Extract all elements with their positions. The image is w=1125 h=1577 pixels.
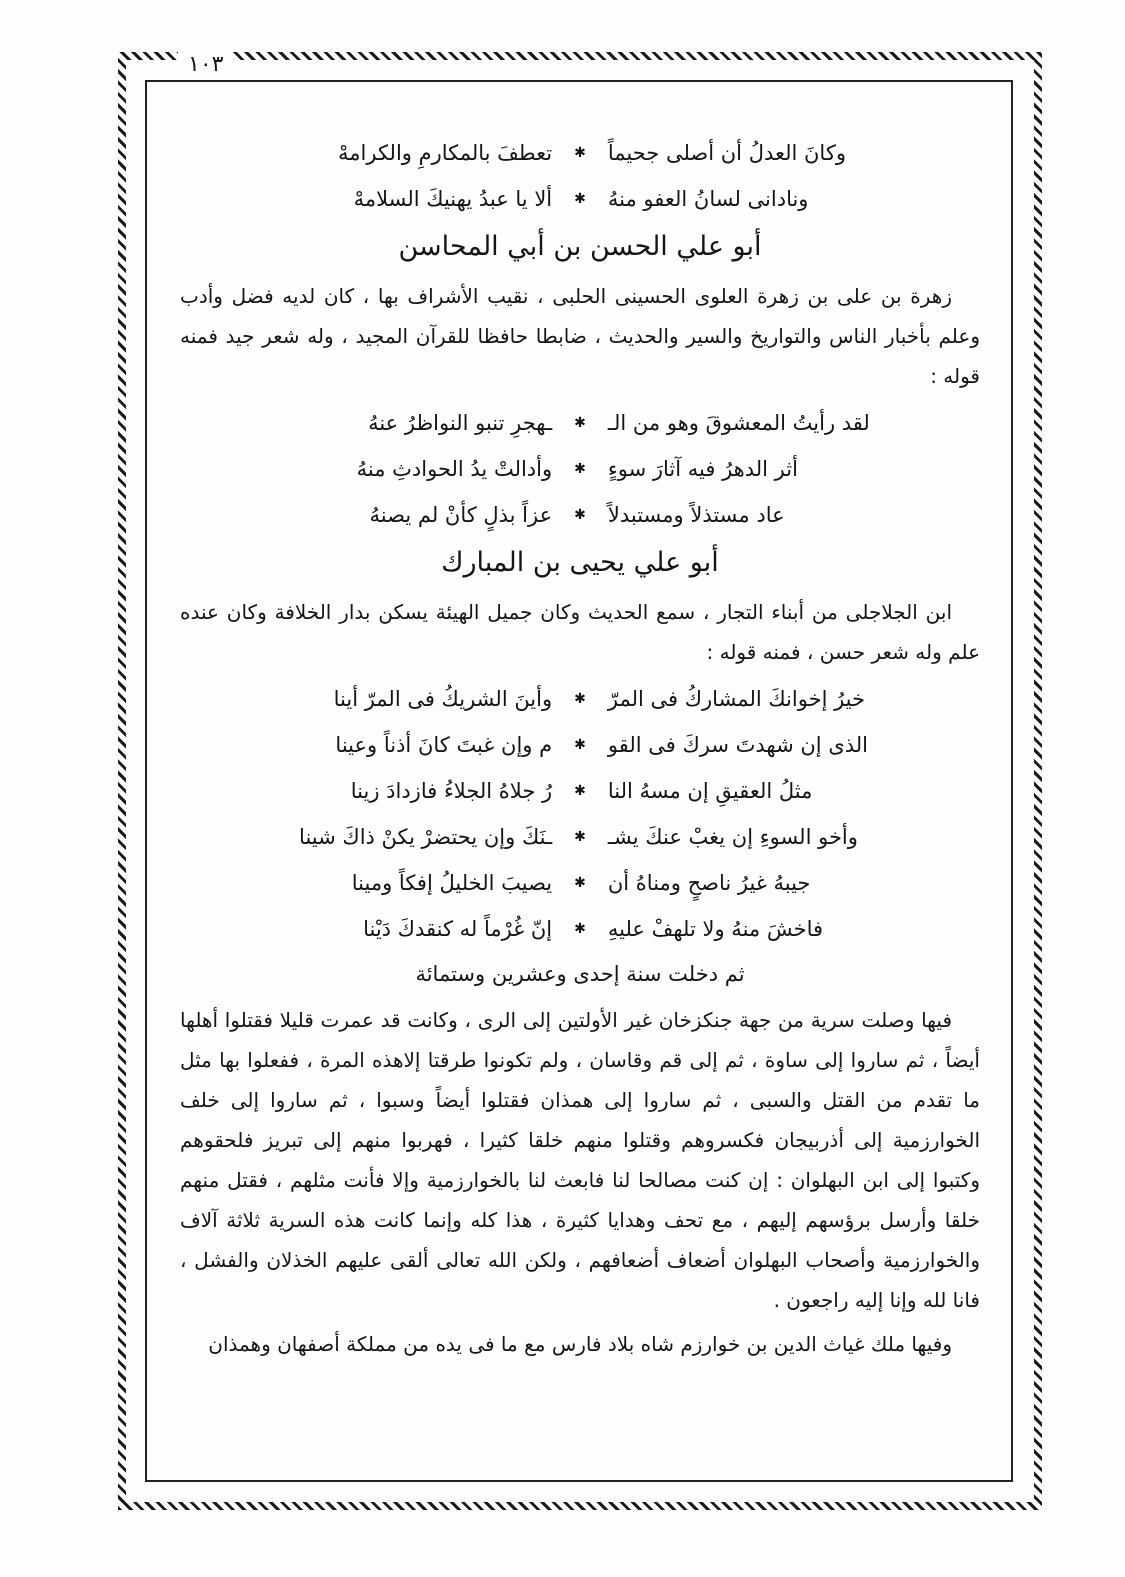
verse-line (180, 860, 980, 906)
events-paragraph-1: فيها وصلت سرية من جهة جنكزخان غير الأولتين إلى الرى ، وكانت قد عمرت قليلا فقتلوا أهلها أيضاً ، ثم ساروا إلى ساوة ، ثم إلى قم وقاسان ، ولم تكونوا طرقتا إلاهذه المرة ، ففعلوا بها مثل ما تقدم من القتل والسبى ، ثم ساروا إلى همذان فقتلوا أيضاً وسبوا ، ثم ساروا إلى خلف الخوارزمية إلى أذربيجان فكسروهم وقتلوا منهم خلقا كثيرا ، فهربوا منهم إلى تبريز فلحقوهم وكتبوا إلى ابن البهلوان : إن كنت مصالحا لنا فابعث لنا بالخوارزمية وإلا فأنت مثلهم ، فقتل منهم خلقا وأرسل برؤسهم إليهم ، مع تحف وهدايا كثيرة ، هذا كله وإنما كانت هذه السرية ثلاثة آلاف والخوارزمية وأصحاب البهلوان أضعاف أضعافهم ، ولكن الله تعالى ألقى عليهم الخذلان والفشل ، فانا لله وإنا إليه راجعون . (180, 1008, 980, 1312)
verse-first-hemistich: خيرُ إخوانكَ المشاركُ فى المرّ (607, 687, 865, 711)
verse-first-hemistich: أثر الدهرُ فيه آثارَ سوءٍ (607, 457, 798, 481)
verse-line (180, 676, 980, 722)
verse-separator-icon: ✱ (574, 875, 586, 891)
verse-second-hemistich: يصيبَ الخليلُ إفكاً ومينا (351, 871, 553, 895)
events-paragraph-2: وفيها ملك غياث الدين بن خوارزم شاه بلاد فارس مع ما فى يده من مملكة أصفهان وهمذان (208, 1332, 952, 1356)
verse-first-hemistich: عاد مستذلاً ومستبدلاً (607, 503, 785, 527)
verse-first-hemistich: مثلُ العقيقِ إن مسهُ النا (607, 779, 813, 803)
verse-separator-icon: ✱ (574, 415, 586, 431)
page-number: ١٠٣ (178, 52, 233, 77)
biography-paragraph-1: زهرة بن على بن زهرة العلوى الحسينى الحلبى ، نقيب الأشراف بها ، كان لديه فضل وأدب وعلم بأخبار الناس والتواريخ والسير والحديث ، ضابطا حافظا للقرآن المجيد ، وله شعر جيد فمنه قوله : (180, 284, 980, 388)
verse-second-hemistich: ألا يا عبدُ يهنيكَ السلامهْ (353, 187, 553, 211)
verse-separator-icon: ✱ (574, 145, 586, 161)
verse-line (180, 176, 980, 222)
verse-first-hemistich: جيبهُ غيرُ ناصحٍ ومناهُ أن (607, 871, 811, 895)
verse-first-hemistich: فاخشَ منهُ ولا تلهفْ عليهِ (607, 917, 824, 941)
verse-second-hemistich: تعطفَ بالمكارمِ والكرامهْ (338, 141, 553, 165)
verse-second-hemistich: إنّ غُرْماً له كنقدكَ دَيْنا (363, 917, 553, 941)
year-heading: ثم دخلت سنة إحدى وعشرين وستمائة (415, 962, 745, 986)
verse-line (180, 722, 980, 768)
verse-line (180, 768, 980, 814)
verse-second-hemistich: ـهجرِ تنبو النواظرُ عنهُ (368, 411, 553, 435)
biography-heading-2: أبو علي يحيى بن المبارك (441, 547, 719, 578)
verse-first-hemistich: لقد رأيتُ المعشوقَ وهو من الـ (607, 411, 870, 435)
verse-group-middle (180, 400, 980, 538)
verse-group-bottom (180, 676, 980, 952)
biography-heading-1: أبو علي الحسن بن أبي المحاسن (398, 231, 762, 262)
verse-line (180, 814, 980, 860)
verse-line (180, 492, 980, 538)
verse-separator-icon: ✱ (574, 691, 586, 707)
verse-second-hemistich: وأدالتْ يدُ الحوادثِ منهُ (356, 457, 553, 481)
verse-separator-icon: ✱ (574, 507, 586, 523)
verse-second-hemistich: م وإن غبتَ كانَ أذناً وعينا (335, 733, 553, 757)
page-content (180, 130, 980, 1368)
verse-first-hemistich: الذى إن شهدتَ سركَ فى القو (607, 733, 869, 757)
verse-separator-icon: ✱ (574, 829, 586, 845)
biography-paragraph-2: ابن الجلاجلى من أبناء التجار ، سمع الحديث وكان جميل الهيئة يسكن بدار الخلافة وكان عنده علم وله شعر حسن ، فمنه قوله : (180, 600, 980, 664)
verse-line (180, 446, 980, 492)
verse-second-hemistich: وأينَ الشريكُ فى المرّ أينا (333, 687, 553, 711)
verse-separator-icon: ✱ (574, 783, 586, 799)
verse-line (180, 400, 980, 446)
verse-line (180, 906, 980, 952)
verse-separator-icon: ✱ (574, 461, 586, 477)
verse-first-hemistich: وكانَ العدلُ أن أصلى جحيماً (607, 141, 846, 165)
verse-first-hemistich: ونادانى لسانُ العفو منهُ (607, 187, 809, 211)
verse-second-hemistich: ـنَكَ وإن يحتضرْ يكنْ ذاكَ شينا (299, 825, 553, 849)
verse-separator-icon: ✱ (574, 921, 586, 937)
verse-second-hemistich: عزاً بذلٍ كأنْ لم يصنهُ (369, 503, 553, 527)
verse-separator-icon: ✱ (574, 191, 586, 207)
verse-first-hemistich: وأخو السوءِ إن يغبْ عنكَ يشـ (607, 825, 858, 849)
verse-group-top (180, 130, 980, 222)
verse-separator-icon: ✱ (574, 737, 586, 753)
verse-line (180, 130, 980, 176)
verse-second-hemistich: رُ جلاهُ الجلاءُ فازدادَ زينا (350, 779, 553, 803)
